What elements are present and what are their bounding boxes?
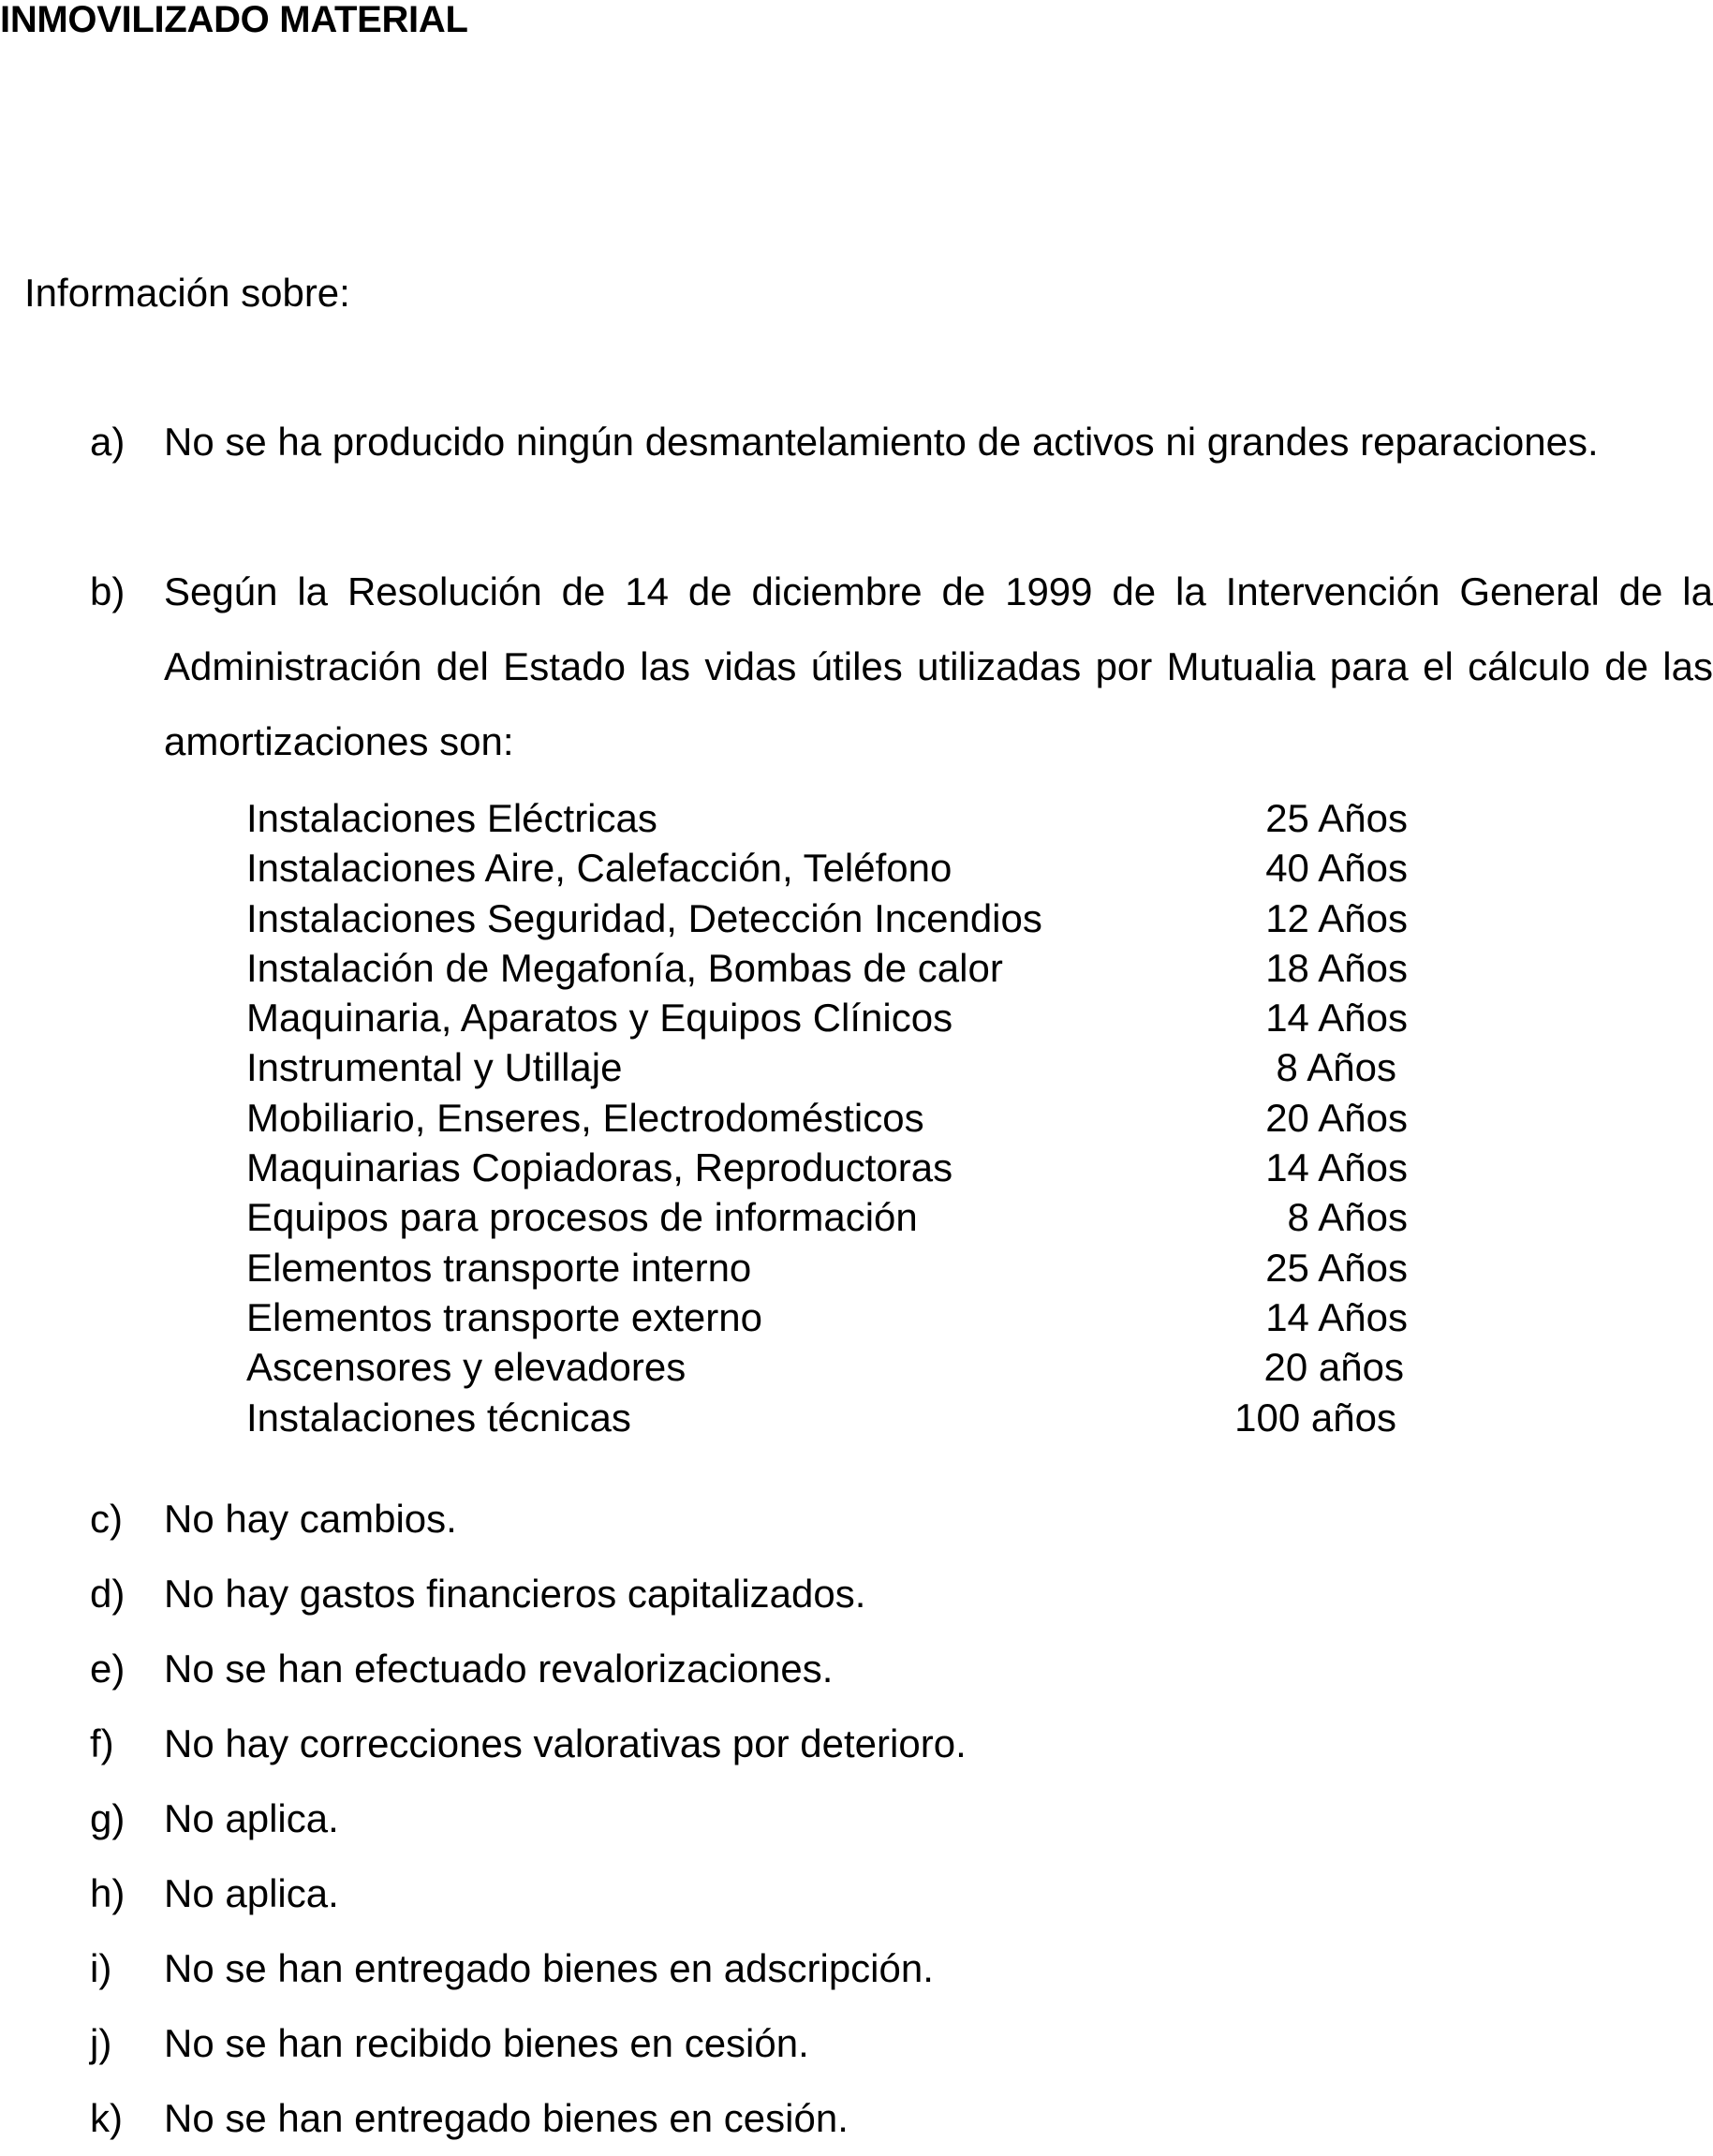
list-marker: e) bbox=[90, 1647, 126, 1691]
table-row bbox=[246, 1292, 1408, 1342]
table-row bbox=[246, 1042, 1408, 1092]
table-row bbox=[246, 1192, 1408, 1242]
useful-life-value: 20 años bbox=[1263, 1345, 1404, 1390]
table-row bbox=[246, 1342, 1408, 1392]
table-row bbox=[246, 793, 1408, 843]
useful-life-value: 20 Años bbox=[1265, 1095, 1408, 1140]
asset-label: Instalaciones Aire, Calefacción, Teléfono bbox=[246, 846, 952, 891]
list-marker: c) bbox=[90, 1497, 123, 1541]
useful-life-value: 100 años bbox=[1234, 1395, 1396, 1440]
table-row bbox=[246, 1143, 1408, 1192]
list-item-text: No hay gastos financieros capitalizados. bbox=[164, 1572, 866, 1616]
asset-label: Maquinaria, Aparatos y Equipos Clínicos bbox=[246, 996, 953, 1041]
page-heading: INMOVILIZADO MATERIAL bbox=[0, 0, 468, 40]
useful-life-value: 8 Años bbox=[1276, 1045, 1396, 1090]
table-row bbox=[246, 1243, 1408, 1292]
asset-label: Instalaciones técnicas bbox=[246, 1395, 631, 1440]
table-row bbox=[246, 843, 1408, 893]
list-item-text: No aplica. bbox=[164, 1871, 339, 1915]
useful-life-value: 8 Años bbox=[1287, 1195, 1408, 1240]
table-row bbox=[246, 1093, 1408, 1143]
list-marker: a) bbox=[90, 420, 126, 464]
list-marker: k) bbox=[90, 2096, 123, 2140]
list-item-text: No hay cambios. bbox=[164, 1497, 457, 1541]
intro-text: Información sobre: bbox=[24, 271, 350, 315]
list-item-text: No hay correcciones valorativas por deterioro. bbox=[164, 1721, 967, 1765]
table-row bbox=[246, 943, 1408, 993]
asset-label: Instalaciones Eléctricas bbox=[246, 796, 657, 840]
useful-life-value: 18 Años bbox=[1265, 945, 1408, 990]
asset-label: Instrumental y Utillaje bbox=[246, 1045, 623, 1090]
useful-lives-table bbox=[246, 793, 1408, 1442]
asset-label: Instalación de Megafonía, Bombas de calor bbox=[246, 945, 1003, 990]
useful-life-value: 25 Años bbox=[1265, 1245, 1408, 1290]
useful-life-value: 14 Años bbox=[1265, 1145, 1408, 1190]
asset-label: Mobiliario, Enseres, Electrodomésticos bbox=[246, 1095, 924, 1140]
list-marker: b) bbox=[90, 569, 126, 613]
table-row bbox=[246, 993, 1408, 1042]
list-item-text: No se han efectuado revalorizaciones. bbox=[164, 1647, 834, 1691]
asset-label: Elementos transporte interno bbox=[246, 1245, 752, 1290]
list-marker: d) bbox=[90, 1572, 126, 1616]
list-item-text: No se ha producido ningún desmantelamiento de activos ni grandes reparaciones. bbox=[164, 420, 1599, 464]
list-marker: j) bbox=[90, 2021, 112, 2065]
table-row bbox=[246, 893, 1408, 943]
useful-life-value: 40 Años bbox=[1265, 846, 1408, 891]
useful-life-value: 25 Años bbox=[1265, 796, 1408, 840]
list-item-text: No se han entregado bienes en adscripción. bbox=[164, 1946, 934, 1990]
useful-life-value: 14 Años bbox=[1265, 996, 1408, 1041]
useful-life-value: 14 Años bbox=[1265, 1294, 1408, 1339]
list-item-text: Según la Resolución de 14 de diciembre de 1999 de la Intervención General de la Administración del Estado las vidas útiles utilizadas por Mutualia para el cálculo de las amortizaciones son: bbox=[164, 569, 1713, 763]
list-item-text: No se han entregado bienes en cesión. bbox=[164, 2096, 849, 2140]
list-marker: g) bbox=[90, 1796, 126, 1840]
list-marker: i) bbox=[90, 1946, 112, 1990]
asset-label: Equipos para procesos de información bbox=[246, 1195, 918, 1240]
asset-label: Ascensores y elevadores bbox=[246, 1345, 687, 1390]
asset-label: Maquinarias Copiadoras, Reproductoras bbox=[246, 1145, 953, 1190]
useful-life-value: 12 Años bbox=[1265, 895, 1408, 940]
table-row bbox=[246, 1393, 1408, 1442]
list-item-text: No se han recibido bienes en cesión. bbox=[164, 2021, 809, 2065]
list-item-text: No aplica. bbox=[164, 1796, 339, 1840]
asset-label: Elementos transporte externo bbox=[246, 1294, 762, 1339]
asset-label: Instalaciones Seguridad, Detección Incendios bbox=[246, 895, 1042, 940]
list-marker: h) bbox=[90, 1871, 126, 1915]
list-marker: f) bbox=[90, 1721, 114, 1765]
